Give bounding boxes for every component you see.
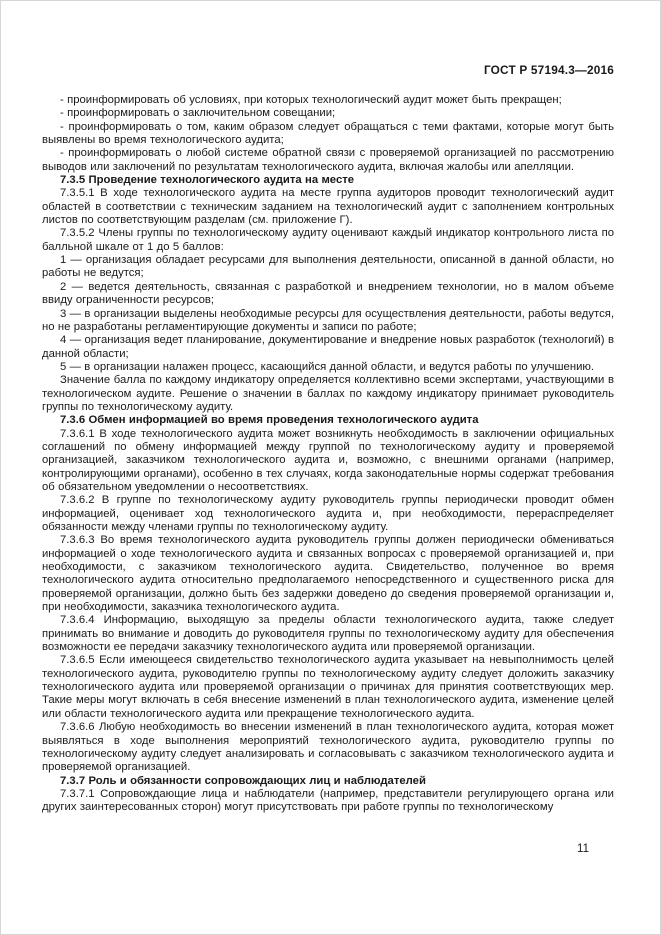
paragraph: 3 — в организации выделены необходимые ресурсы для осуществления деятельности, работы ведутся, но не разработаны регламентирующие документы и записи по работе; — [42, 307, 614, 333]
paragraph: - проинформировать о любой системе обратной связи с проверяемой организацией по рассмотрению выводов или заключений по результатам технологического аудита, включая жалобы или апелляции. — [42, 147, 614, 173]
paragraph: 7.3.5.2 Члены группы по технологическому аудиту оценивают каждый индикатор контрольного листа по балльной шкале от 1 до 5 баллов: — [42, 227, 614, 253]
paragraph: 7.3.6.5 Если имеющееся свидетельство технологического аудита указывает на невыполнимость целей технологического аудита, руководителю группы по технологическому аудиту следует доложить заказчику технологического аудита или проверяемой организации о причинах для принятия соответствующих мер. Такие меры могут включать в себя внесение изменений в план технологического аудита, изменение целей или области технологического аудита или прекращение технологического аудита. — [42, 654, 614, 720]
document-code: ГОСТ Р 57194.3—2016 — [483, 63, 614, 77]
paragraph: 1 — организация обладает ресурсами для выполнения деятельности, описанной в данной области, но работы не ведутся; — [42, 254, 614, 280]
section-heading: 7.3.5 Проведение технологического аудита на месте — [60, 174, 355, 187]
paragraph: Значение балла по каждому индикатору определяется коллективно всеми экспертами, участвующими в технологическом аудите. Решение о значении в баллах по каждому индикатору принимает руководитель группы по технологическому аудиту. — [42, 374, 614, 413]
section-heading: 7.3.6 Обмен информацией во время проведения технологического аудита — [60, 414, 479, 427]
running-header — [42, 63, 614, 77]
paragraph: 7.3.6.4 Информацию, выходящую за пределы области технологического аудита, также следует принимать во внимание и доводить до руководителя группы по технологическому аудиту для обеспечения возможности ее передачи заказчику технологического аудита или проверяемой организации. — [42, 614, 614, 654]
paragraph: 7.3.6.1 В ходе технологического аудита может возникнуть необходимость в заключении официальных соглашений по обмену информацией между группой по технологическому аудиту и проверяемой организацией, заказчиком технологического аудита и, возможно, с внешними органами (например, контролирующими органами), особенно в тех случаях, когда законодательные нормы содержат требования об обязательном уведомлении о несоответствиях. — [42, 427, 614, 493]
paragraph: 7.3.6.3 Во время технологического аудита руководитель группы должен периодически обмениваться информацией о ходе технологического аудита и связанных вопросах с проверяемой организацией и, при необходимости, с заказчиком технологического аудита. Свидетельство, полученное во время технологического аудита относительно предполагаемого непосредственного и существенного риска для проверяемой организации, должно быть без задержки доведено до сведения проверяемой организации и, при необходимости, заказчика технологического аудита. — [42, 534, 614, 614]
paragraph: 7.3.5.1 В ходе технологического аудита на месте группа аудиторов проводит технологический аудит областей в соответствии с техническим заданием на технологический аудит с заполнением контрольных листов по соответствующим разделам (см. приложение Г). — [42, 187, 614, 227]
paragraph: - проинформировать о том, каким образом следует обращаться с теми фактами, которые могут быть выявлены во время технологического аудита; — [42, 120, 614, 147]
paragraph: 4 — организация ведет планирование, документирование и внедрение новых разработок (технологий) в данной области; — [42, 334, 614, 360]
paragraph: 5 — в организации налажен процесс, касающийся данной области, и ведутся работы по улучшению. — [60, 360, 594, 373]
document-body — [42, 94, 614, 815]
paragraph: 7.3.6.6 Любую необходимость во внесении изменений в план технологического аудита, которая может выявляться в ходе выполнения мероприятий технологического аудита, руководителю группы по технологическому аудиту следует анализировать и согласовывать с заказчиком технологического аудита и проверяемой организацией. — [42, 721, 614, 774]
paragraph: - проинформировать о заключительном совещании; — [60, 107, 336, 120]
paragraph: 7.3.7.1 Сопровождающие лица и наблюдатели (например, представители регулирующего органа или других заинтересованных сторон) могут присутствовать при работе группы по технологическому — [42, 787, 614, 814]
page-footer — [42, 843, 614, 855]
section-heading: 7.3.7 Роль и обязанности сопровождающих лиц и наблюдателей — [60, 774, 426, 787]
paragraph: 2 — ведется деятельность, связанная с разработкой и внедрением технологии, но в малом объеме ввиду ограниченности ресурсов; — [42, 280, 614, 307]
page-number: 11 — [577, 843, 589, 855]
paragraph: - проинформировать об условиях, при которых технологический аудит может быть прекращен; — [60, 94, 562, 106]
paragraph: 7.3.6.2 В группе по технологическому аудиту руководитель группы периодически проводит обмен информацией, оценивает ход технологического аудита и, при необходимости, перераспределяет обязанности между членами группы по технологическому аудиту. — [42, 494, 614, 533]
